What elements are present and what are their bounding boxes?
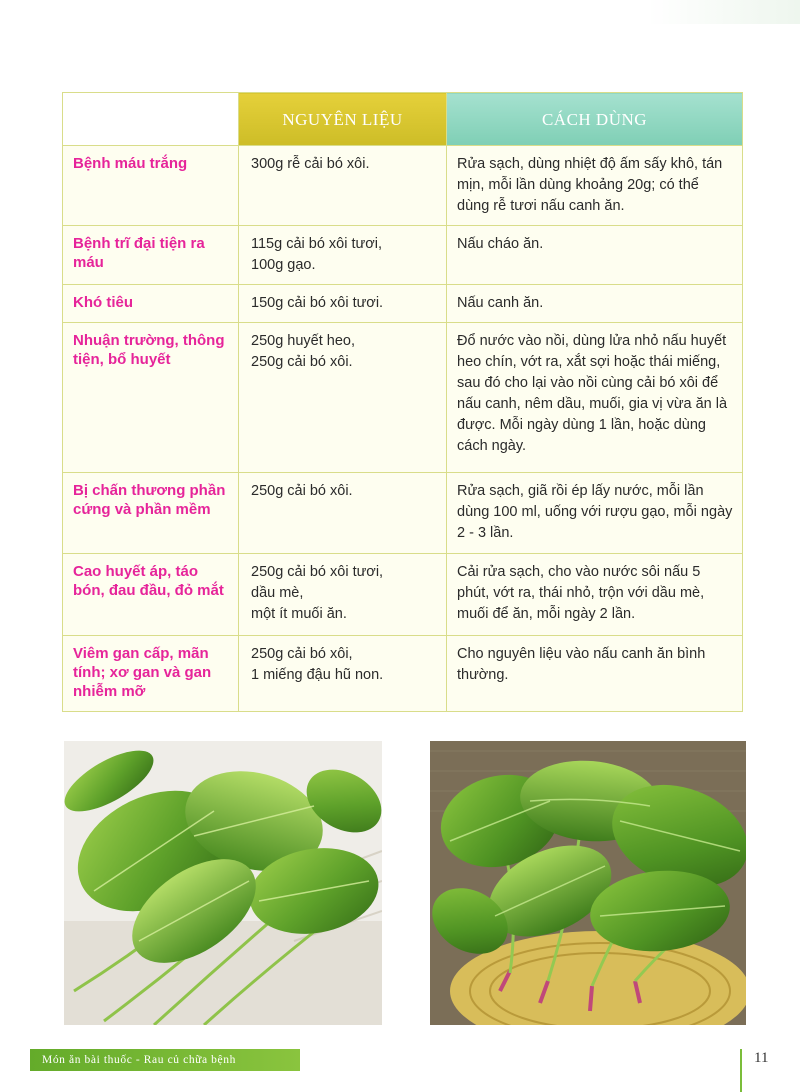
spinach-basket-illustration <box>430 741 746 1025</box>
table-row <box>63 323 743 473</box>
table-row <box>63 285 743 323</box>
spinach-photo-right <box>430 741 746 1025</box>
ingredient-line: 250g cải bó xôi tươi, <box>251 564 384 580</box>
usage-cell: Rửa sạch, giã rồi ép lấy nước, mỗi lần dùng 100 ml, uống với rượu gạo, mỗi ngày 2 - 3 lần. <box>447 473 743 554</box>
footer-book-title: Món ăn bài thuốc - Rau củ chữa bệnh <box>30 1049 300 1071</box>
disease-cell: Nhuận trường, thông tiện, bổ huyết <box>63 323 239 473</box>
disease-cell: Cao huyết áp, táo bón, đau đầu, đỏ mắt <box>63 554 239 636</box>
ingredients-cell <box>239 554 447 636</box>
disease-cell: Viêm gan cấp, mãn tính; xơ gan và gan nhiễm mỡ <box>63 636 239 712</box>
usage-cell: Đổ nước vào nồi, dùng lửa nhỏ nấu huyết heo chín, vớt ra, xắt sợi hoặc thái miếng, sau đó cho lại vào nồi cùng cải bó xôi để nấu canh, nêm dầu, muối, gia vị vừa ăn là được. Mỗi ngày dùng 1 lần, hoặc dùng cách ngày. <box>447 323 743 473</box>
ingredients-cell <box>239 146 447 226</box>
footer-divider <box>740 1049 742 1092</box>
table-row <box>63 146 743 226</box>
ingredient-line: một ít muối ăn. <box>251 606 347 622</box>
table-row <box>63 636 743 712</box>
usage-cell: Rửa sạch, dùng nhiệt độ ấm sấy khô, tán mịn, mỗi lần dùng khoảng 20g; có thể dùng rễ tươi nấu canh ăn. <box>447 146 743 226</box>
ingredients-cell <box>239 323 447 473</box>
spinach-photo-left <box>64 741 382 1025</box>
ingredient-line: 300g rễ cải bó xôi. <box>251 156 370 172</box>
ingredient-line: 250g cải bó xôi, <box>251 646 353 662</box>
table-header-row <box>63 93 743 146</box>
ingredient-line: 1 miếng đậu hũ non. <box>251 667 384 683</box>
ingredient-line: 100g gạo. <box>251 257 316 273</box>
spinach-leaves-illustration <box>64 741 382 1025</box>
ingredient-line: 250g cải bó xôi. <box>251 483 353 499</box>
ingredients-cell <box>239 636 447 712</box>
header-blank-cell <box>63 93 239 146</box>
ingredients-cell <box>239 473 447 554</box>
remedy-table <box>62 92 743 712</box>
page-number: 11 <box>754 1050 769 1066</box>
usage-cell: Nấu cháo ăn. <box>447 226 743 285</box>
ingredients-cell <box>239 226 447 285</box>
ingredient-line: 115g cải bó xôi tươi, <box>251 236 382 252</box>
usage-cell: Cho nguyên liệu vào nấu canh ăn bình thường. <box>447 636 743 712</box>
disease-cell: Khó tiêu <box>63 285 239 323</box>
table-row <box>63 554 743 636</box>
ingredient-line: dầu mè, <box>251 585 304 601</box>
ingredient-line: 150g cải bó xôi tươi. <box>251 295 384 311</box>
ingredient-line: 250g cải bó xôi. <box>251 354 353 370</box>
usage-cell: Cải rửa sạch, cho vào nước sôi nấu 5 phút, vớt ra, thái nhỏ, trộn với dầu mè, muối để ăn, mỗi ngày 2 lần. <box>447 554 743 636</box>
usage-cell: Nấu canh ăn. <box>447 285 743 323</box>
ingredients-cell <box>239 285 447 323</box>
table-row <box>63 226 743 285</box>
disease-cell: Bệnh máu trắng <box>63 146 239 226</box>
ingredient-line: 250g huyết heo, <box>251 333 356 349</box>
usage-header: CÁCH DÙNG <box>447 93 743 146</box>
table-row <box>63 473 743 554</box>
disease-cell: Bị chấn thương phần cứng và phần mềm <box>63 473 239 554</box>
ingredients-header: NGUYÊN LIỆU <box>239 93 447 146</box>
page-corner-accent <box>648 0 800 24</box>
disease-cell: Bệnh trĩ đại tiện ra máu <box>63 226 239 285</box>
